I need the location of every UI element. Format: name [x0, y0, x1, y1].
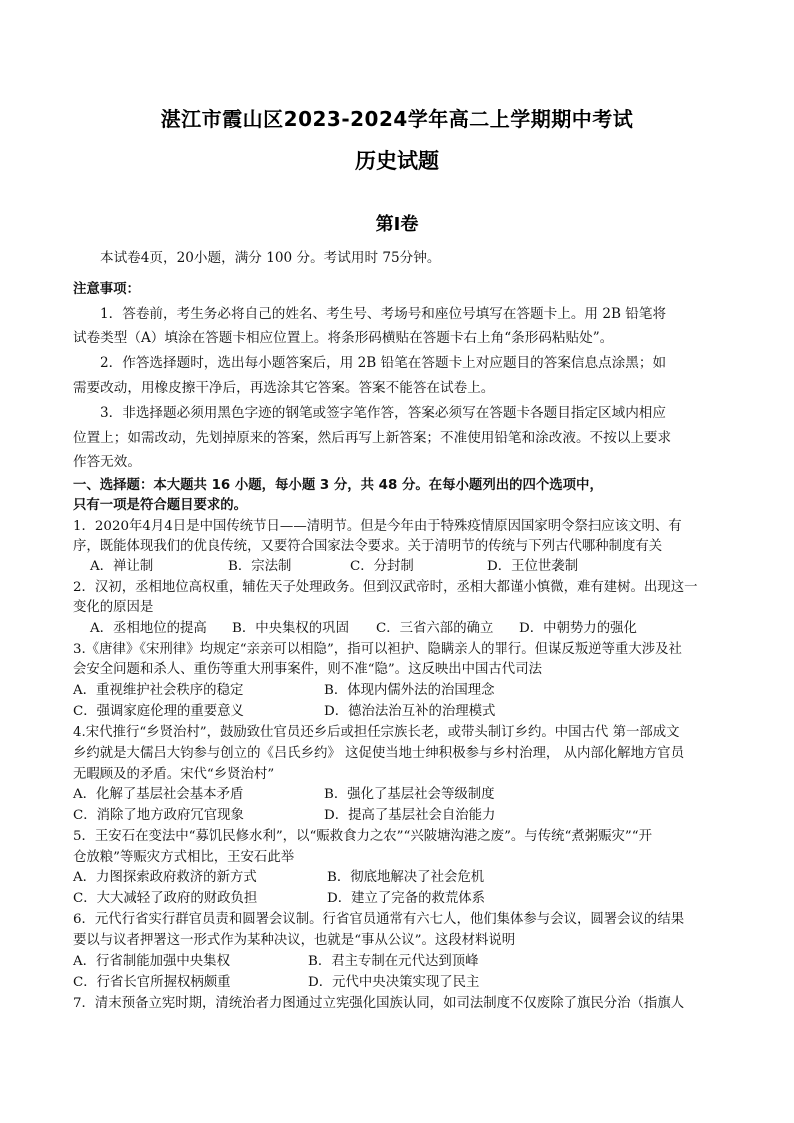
q2-option-a: A．丞相地位的提高 — [90, 621, 207, 636]
notice-item-2-line-2: 需要改动，用橡皮擦干净后，再选涂其它答案。答案不能答在试卷上。 — [73, 380, 495, 396]
notice-item-3-line-2: 位置上；如需改动，先划掉原来的答案，然后再写上新答案；不准使用铅笔和涂改液。不按以上要求 — [73, 430, 672, 446]
intro-text: 本试卷4页，20小题，满分 100 分。考试用时 75分钟。 — [100, 250, 441, 266]
q2-option-c: C．三省六部的确立 — [376, 621, 494, 636]
q4-stem-line-2: 乡约就是大儒吕大钧参与创立的《吕氏乡约》 这促使当地士绅积极参与乡村治理， 从内部化解地方官员 — [73, 746, 685, 761]
notice-item-3-line-3: 作答无效。 — [73, 454, 141, 470]
notice-item-1-line-1: 1．答卷前，考生务必将自己的姓名、考生号、考场号和座位号填写在答题卡上。用 2B 铅笔将 — [100, 306, 667, 322]
q3-option-c: C．强调家庭伦理的重要意义 — [73, 704, 244, 719]
q7-stem-line-1: 7．清末预备立宪时期，清统治者力图通过立宪强化国族认同，如司法制度不仅废除了旗民分治（指旗人 — [73, 996, 685, 1011]
q3-option-a: A．重视维护社会秩序的稳定 — [73, 683, 244, 698]
q6-option-a: A．行省制能加强中央集权 — [73, 954, 230, 969]
q4-stem-line-1: 4.宋代推行“乡贤治村”，鼓励致仕官员还乡后或担任宗族长老，或带头制订乡约。中国古代 第一部成文 — [73, 725, 680, 740]
q3-stem-line-1: 3.《唐律》《宋刑律》均规定“亲亲可以相隐”，指可以袒护、隐瞒亲人的罪行。但谋反叛逆等重大涉及社 — [73, 642, 682, 657]
q6-option-d: D．元代中央决策实现了民主 — [308, 975, 480, 990]
q3-option-b: B．体现内儒外法的治国理念 — [324, 683, 495, 698]
q4-option-d: D．提高了基层社会自治能力 — [324, 808, 496, 823]
notice-item-2-line-1: 2．作答选择题时，选出每小题答案后，用 2B 铅笔在答题卡上对应题目的答案信息点涂黑；如 — [100, 355, 667, 371]
q4-option-b: B．强化了基层社会等级制度 — [324, 787, 495, 802]
q1-option-c: C．分封制 — [350, 559, 414, 574]
subject-title: 历史试题 — [355, 149, 439, 173]
q3-option-d: D．德治法治互补的治理模式 — [324, 704, 496, 719]
volume-label: 第Ⅰ卷 — [375, 214, 419, 235]
q5-option-d: D．建立了完备的救荒体系 — [327, 891, 486, 906]
q6-stem-line-1: 6．元代行省实行群官员责和圆署会议制。行省官员通常有六七人，他们集体参与会议，圆署会议的结果 — [73, 912, 685, 927]
q5-option-c: C．大大减轻了政府的财政负担 — [73, 891, 258, 906]
q6-option-b: B．君主专制在元代达到顶峰 — [308, 954, 479, 969]
q2-stem-line-2: 变化的原因是 — [73, 600, 154, 615]
q2-option-b: B．中央集权的巩固 — [232, 621, 349, 636]
notice-heading: 注意事项： — [73, 282, 140, 297]
q4-option-c: C．消除了地方政府冗官现象 — [73, 808, 244, 823]
notice-item-1-line-2: 试卷类型（A）填涂在答题卡相应位置上。将条形码横贴在答题卡右上角“条形码粘贴处”。 — [73, 330, 614, 346]
q5-stem-line-1: 5．王安石在变法中“募饥民修水利”，以“赈救食力之农”“兴陂塘沟港之废”。与传统“煮粥赈灾”“开 — [73, 829, 652, 844]
notice-item-3-line-1: 3．非选择题必须用黑色字迹的钢笔或签字笔作答，答案必须写在答题卡各题目指定区域内相应 — [100, 405, 666, 421]
q1-stem-line-1: 1．2020年4月4日是中国传统节日——清明节。但是今年由于特殊疫情原因国家明令祭扫应该文明、有 — [73, 519, 682, 534]
q1-option-d: D．王位世袭制 — [487, 559, 579, 574]
q2-stem-line-1: 2．汉初，丞相地位高权重，辅佐天子处理政务。但到汉武帝时，丞相大都谨小慎微，难有建树。出现这一 — [73, 580, 698, 595]
q5-option-b: B．彻底地解决了社会危机 — [327, 870, 485, 885]
q2-option-d: D．中朝势力的强化 — [519, 621, 637, 636]
q1-option-a: A．禅让制 — [90, 559, 154, 574]
q5-stem-line-2: 仓放粮”等赈灾方式相比，王安石此举 — [73, 850, 295, 865]
q4-stem-line-3: 无暇顾及的矛盾。宋代“乡贤治村” — [73, 767, 275, 782]
q6-option-c: C．行省长官所握权柄颇重 — [73, 975, 231, 990]
q4-option-a: A．化解了基层社会基本矛盾 — [73, 787, 244, 802]
q3-stem-line-2: 会安全问题和杀人、重伤等重大刑事案件，则不准“隐”。这反映出中国古代司法 — [73, 662, 542, 677]
q5-option-a: A．力图探索政府救济的新方式 — [73, 870, 257, 885]
section-heading-line-1: 一、选择题：本大题共 16 小题，每小题 3 分，共 48 分。在每小题列出的四个选项中， — [73, 478, 603, 493]
exam-title: 湛江市霞山区2023-2024学年高二上学期期中考试 — [160, 107, 634, 131]
q1-option-b: B．宗法制 — [228, 559, 292, 574]
section-heading-line-2: 只有一项是符合题目要求的。 — [73, 498, 248, 513]
q1-stem-line-2: 序，既能体现我们的优良传统，又要符合国家法令要求。关于清明节的传统与下列古代哪种制度有关 — [73, 539, 663, 554]
q6-stem-line-2: 要以与议者押署这一形式作为某种决议，也就是“事从公议”。这段材料说明 — [73, 933, 516, 948]
